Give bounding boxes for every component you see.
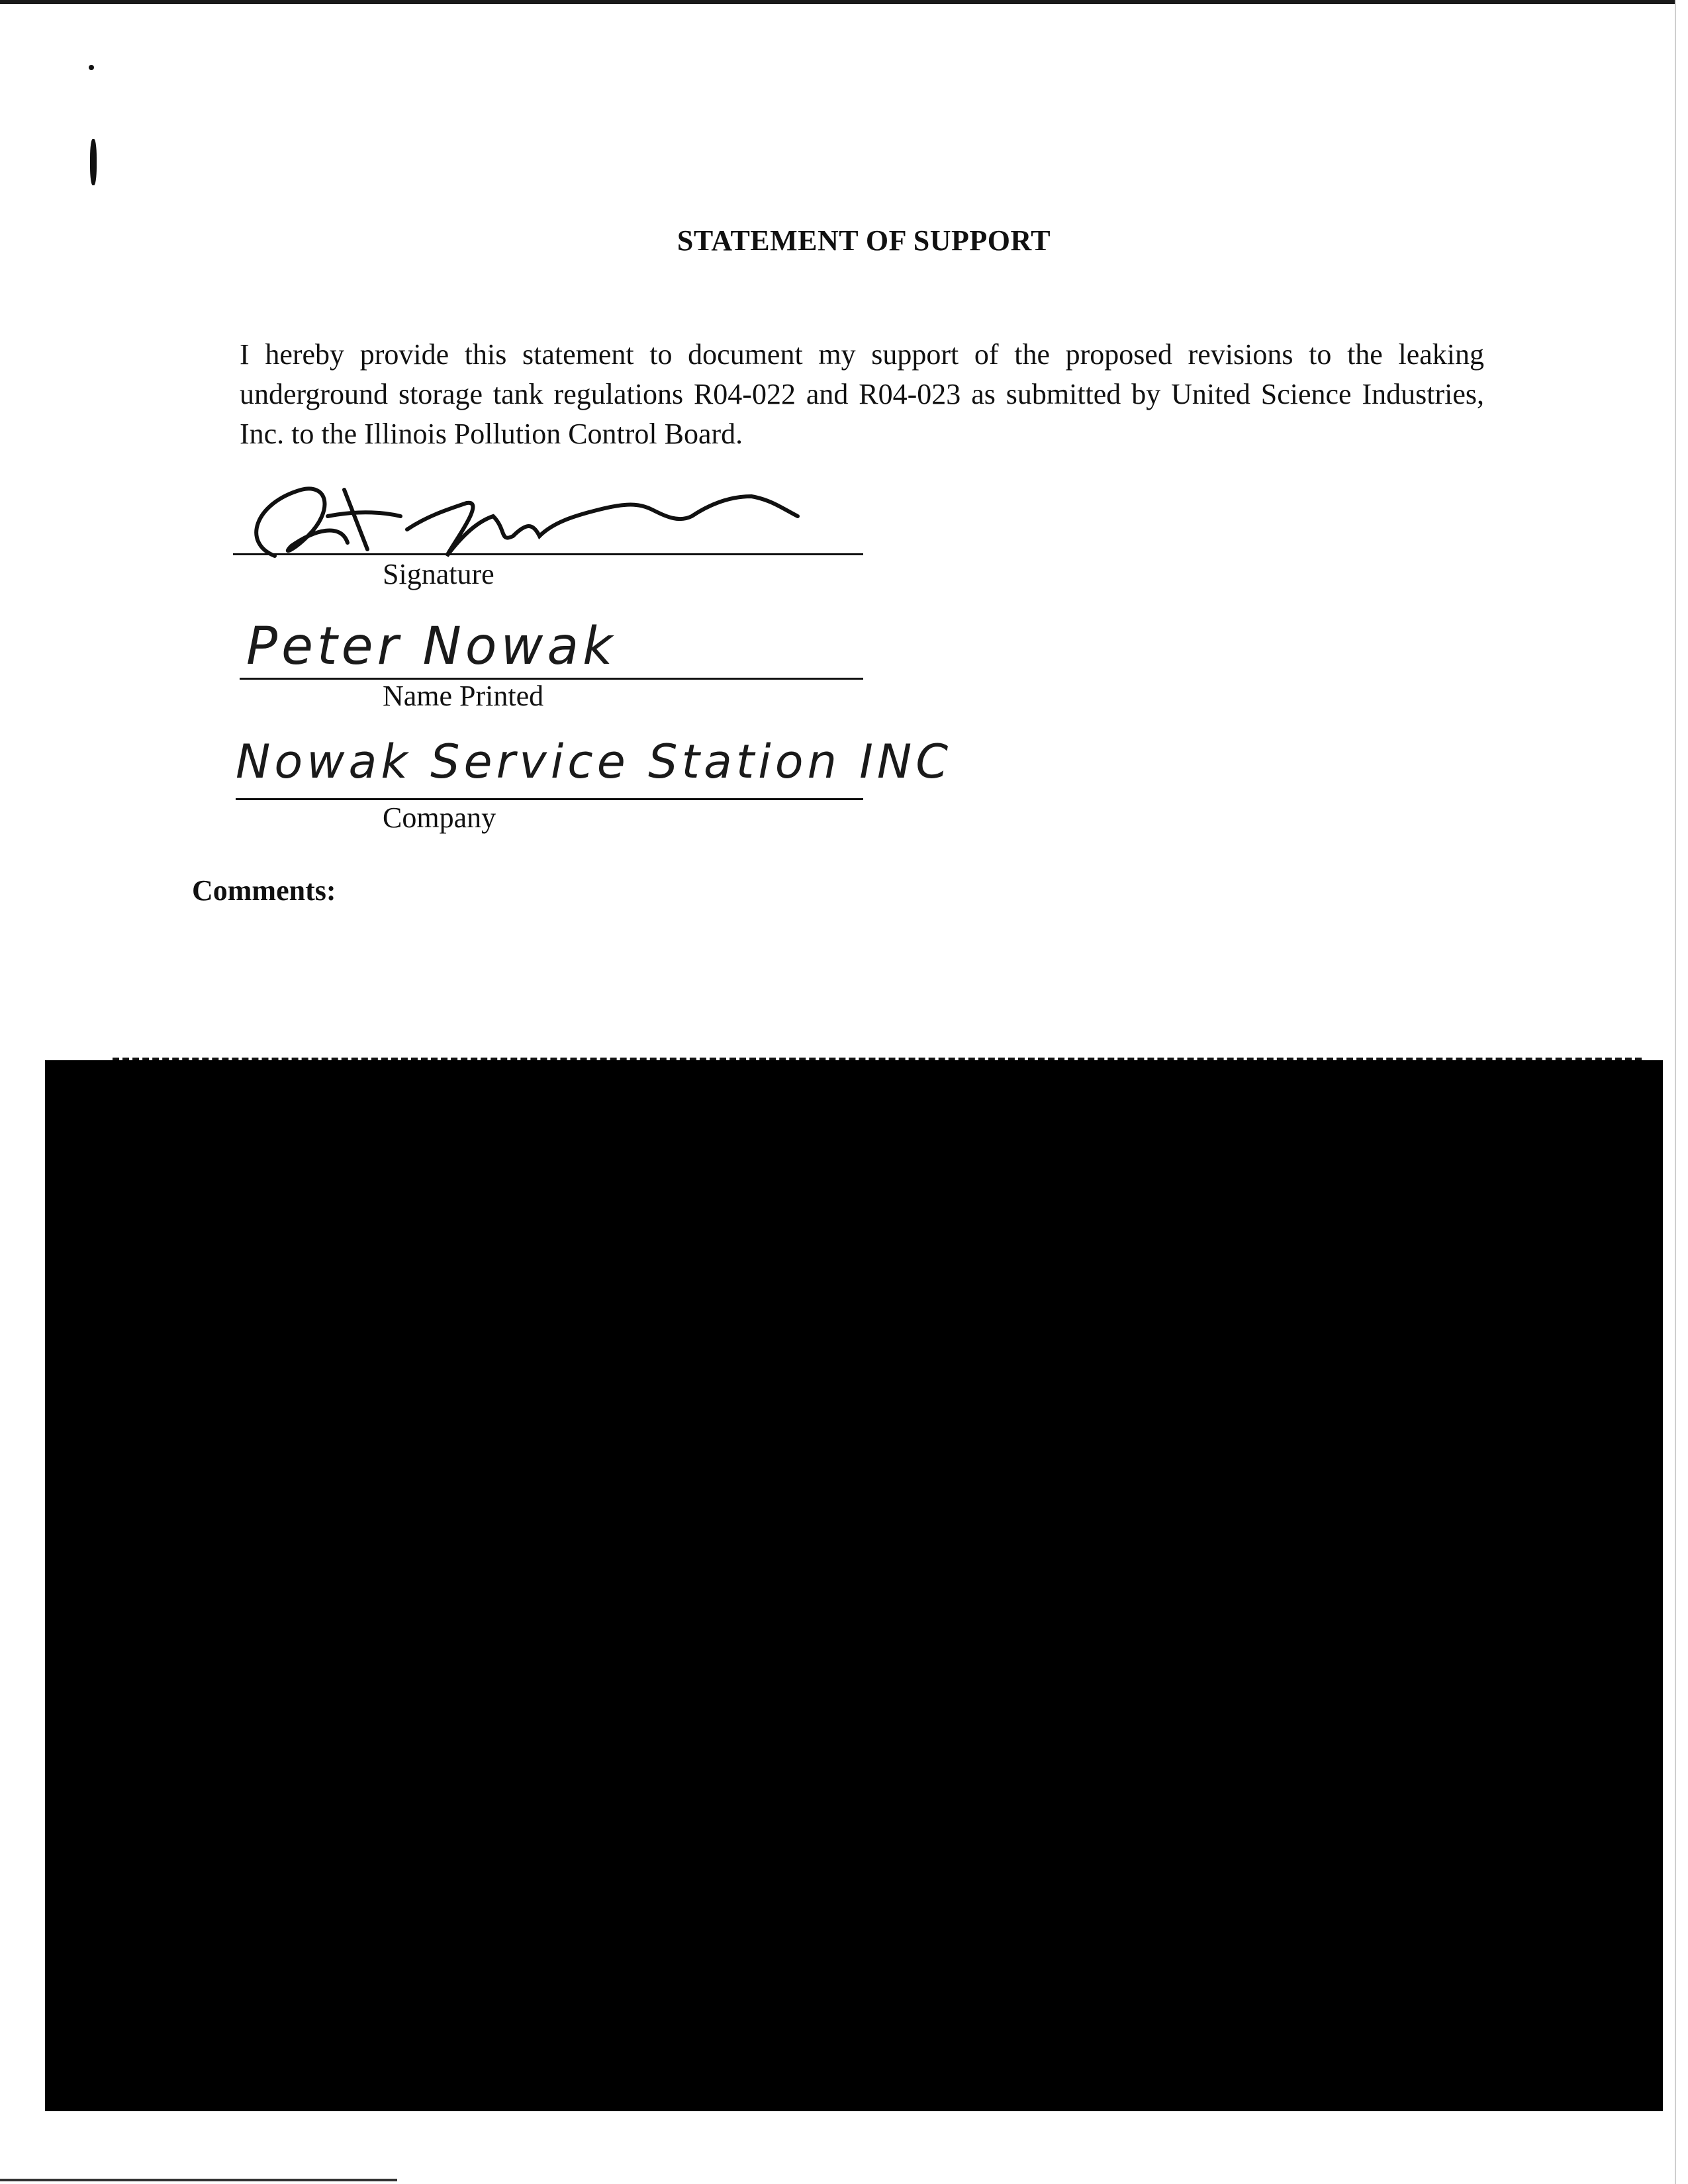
name-caption: Name Printed	[383, 680, 544, 712]
page-top-edge	[0, 0, 1688, 4]
company-line	[236, 798, 863, 800]
signature-caption: Signature	[383, 558, 494, 590]
bottom-edge-mark	[0, 2179, 397, 2181]
scan-speck	[89, 65, 94, 70]
name-handwriting: Peter Nowak	[246, 617, 617, 676]
statement-body: I hereby provide this statement to document my support of the proposed revisions to the leaking underground storage tank regulations R04-022 and R04-023 as submitted by United Science Industries, Inc. to the Illinois Pollution Control Board.	[240, 338, 1484, 450]
comments-label: Comments:	[192, 874, 336, 907]
company-caption: Company	[383, 801, 496, 834]
signature-line	[233, 553, 863, 555]
redaction-block	[45, 1060, 1663, 2111]
document-title: STATEMENT OF SUPPORT	[677, 224, 1051, 257]
company-handwriting: Nowak Service Station INC	[236, 735, 953, 789]
page-right-edge	[1675, 0, 1688, 2184]
name-line	[240, 678, 863, 680]
scan-mark	[90, 139, 97, 185]
